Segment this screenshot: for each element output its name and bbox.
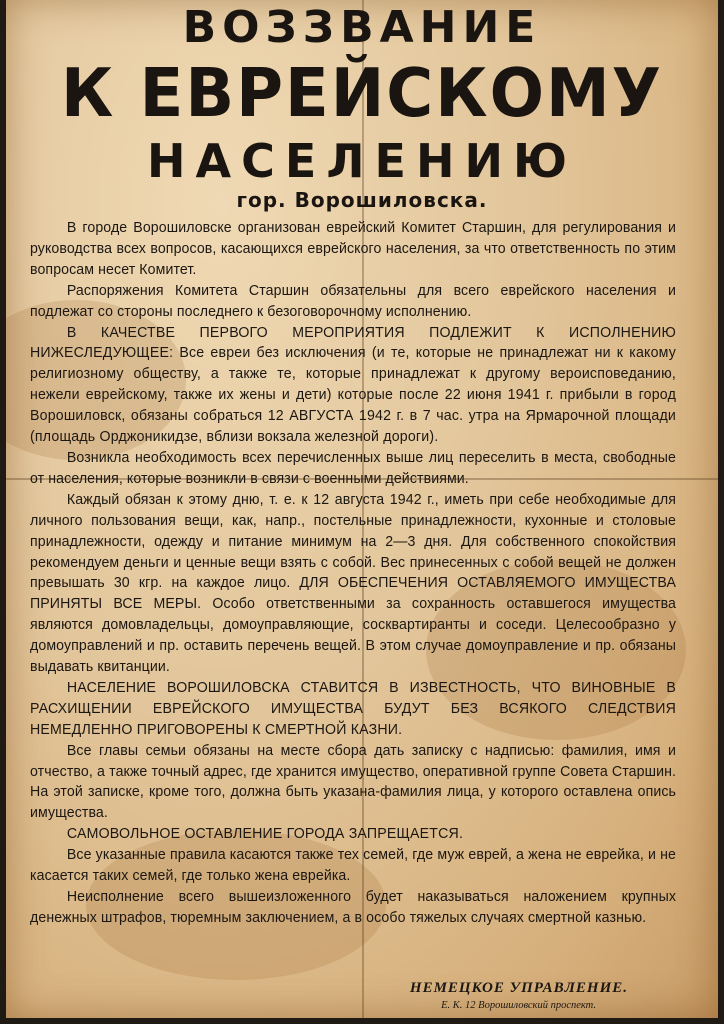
paragraph: В КАЧЕСТВЕ ПЕРВОГО МЕРОПРИЯТИЯ ПОДЛЕЖИТ К ИСПОЛНЕНИЮ НИЖЕСЛЕДУЮЩЕЕ: Все евреи без исключения (и те, которые не принадлежат ни к какому религиозному обществу, а также те, которые принадлежат к другому вероисповеданию, нежели еврейскому, также их жены и дети) которые после 22 июня 1941 г. прибыли в город Ворошиловск, обязаны собраться 12 АВГУСТА 1942 г. в 7 час. утра на Ярмарочной площади (площадь Орджоникидзе, вблизи вокзала железной дороги). — [30, 324, 677, 446]
paragraph: Все главы семьи обязаны на месте сбора дать записку с надписью: фамилия, имя и отчество, а также точный адрес, где хранится имущество, оперативной группе Совета Старшин. На этой записке, кроме того, должна быть указана-фамилия лица, у которого оставлена опись имущества. — [30, 742, 677, 822]
poster-subtitle: гор. Ворошиловска. — [236, 188, 488, 212]
poster-body — [30, 218, 676, 929]
paragraph: САМОВОЛЬНОЕ ОСТАВЛЕНИЕ ГОРОДА ЗАПРЕЩАЕТСЯ. — [66, 826, 464, 843]
paragraph: Каждый обязан к этому дню, т. е. к 12 августа 1942 г., иметь при себе необходимые для личного пользования вещи, как, напр., постельные принадлежности, кухонные и столовые принадлежности, одежду и питание минимум на 2—3 дня. Для собственного спокойствия рекомендуем деньги и ценные вещи взять с собой. Вес принесенных с собой вещей не должен превышать 30 кгр. на каждое лицо. ДЛЯ ОБЕСПЕЧЕНИЯ ОСТАВЛЯЕМОГО ИМУЩЕСТВА ПРИНЯТЫ ВСЕ МЕРЫ. Особо ответственными за сохранность оставшегося имущества являются домовладельцы, домоуправляющие, сосквартиранты и соседи. Целесообразно у домоуправлений и пр. оставить перечень вещей. В этом случае домоуправление и пр. обязаны выдавать квитанции. — [30, 491, 677, 676]
signature-authority: НЕМЕЦКОЕ УПРАВЛЕНИЕ. — [409, 980, 628, 996]
paragraph: В городе Ворошиловске организован еврейский Комитет Старшин, для регулирования и руководства всех вопросов, касающихся еврейского населения, за что ответственность по этим вопросам несет Комитет. — [30, 220, 677, 278]
paragraph: Возникла необходимость всех перечисленных выше лиц переселить в места, свободные от населения, которые возникли в связи с военными действиями. — [30, 449, 677, 487]
poster-sheet — [6, 0, 718, 1018]
paragraph: Неисполнение всего вышеизложенного будет наказываться наложением крупных денежных штрафов, тюремным заключением, а в особо тяжелых случаях смертной казнью. — [30, 889, 677, 926]
poster-title-line2: К ЕВРЕЙСКОМУ — [61, 55, 663, 133]
paragraph: Все указанные правила касаются также тех семей, где муж еврей, а жена не еврейка, и не касается таких семей, где только жена еврейка. — [30, 847, 677, 885]
poster-title-line1: ВОЗЗВАНИЕ — [182, 2, 542, 53]
paragraph: Распоряжения Комитета Старшин обязательны для всего еврейского населения и подлежат со стороны последнего к безоговорочному исполнению. — [30, 282, 677, 320]
poster-title-line3: НАСЕЛЕНИЮ — [147, 134, 577, 188]
signature-address: Е. К. 12 Ворошиловский проспект. — [441, 1000, 596, 1011]
paragraph: НАСЕЛЕНИЕ ВОРОШИЛОВСКА СТАВИТСЯ В ИЗВЕСТНОСТЬ, ЧТО ВИНОВНЫЕ В РАСХИЩЕНИИ ЕВРЕЙСКОГО ИМУЩЕСТВА БУДУТ БЕЗ ВСЯКОГО СЛЕДСТВИЯ НЕМЕДЛЕННО ПРИГОВОРЕНЫ К СМЕРТНОЙ КАЗНИ. — [30, 679, 677, 738]
